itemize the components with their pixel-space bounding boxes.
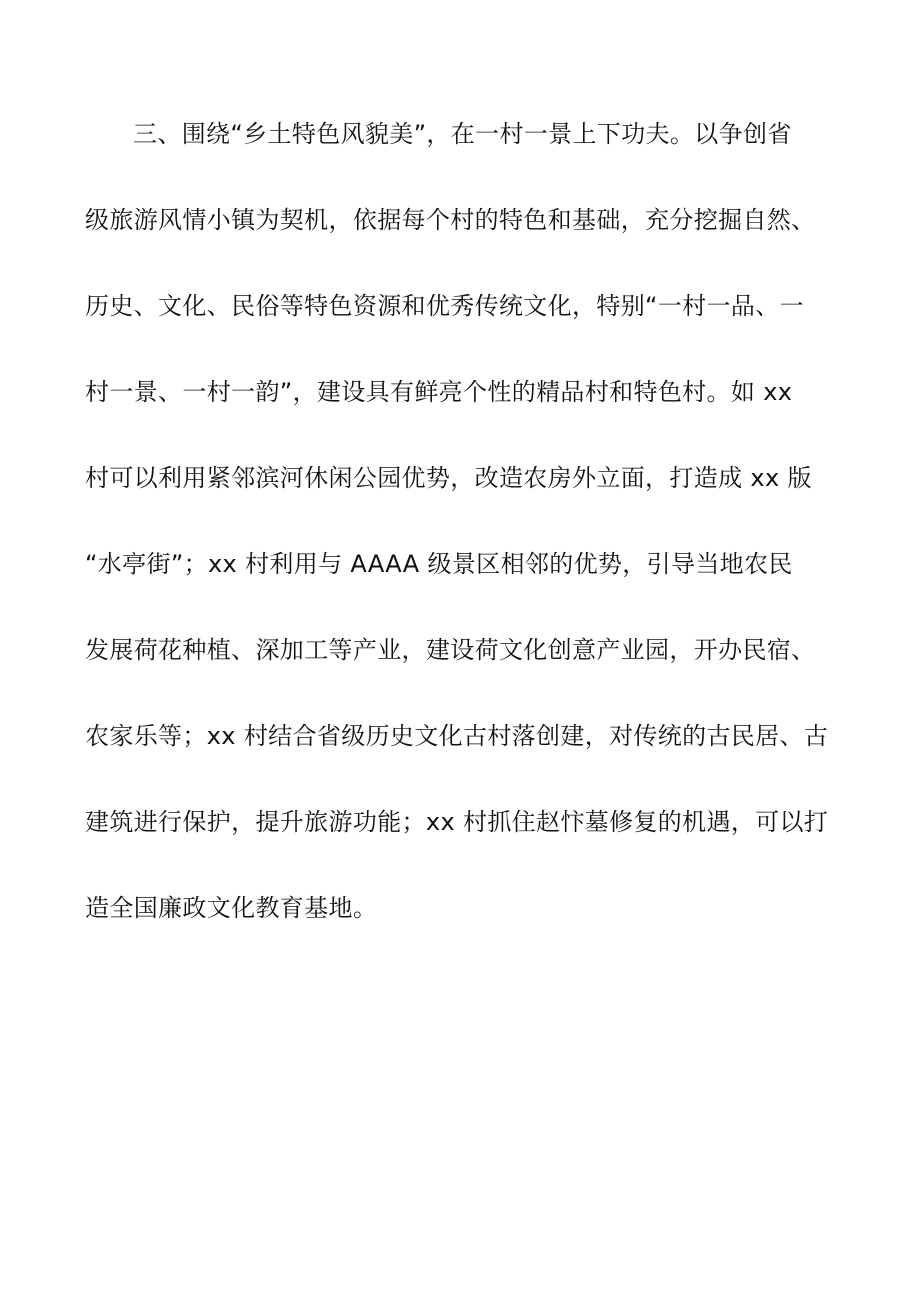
paragraph-line: 三、围绕“乡土特色风貌美”，在一村一景上下功夫。以争创省 (133, 120, 792, 148)
paragraph-line: 村可以利用紧邻滨河休闲公园优势，改造农房外立面，打造成 xx 版 (85, 464, 812, 492)
paragraph-line: 历史、文化、民俗等特色资源和优秀传统文化，特别“一村一品、一 (85, 292, 804, 320)
paragraph-line: 村一景、一村一韵”，建设具有鲜亮个性的精品村和特色村。如 xx (85, 378, 793, 406)
paragraph-line: 造全国廉政文化教育基地。 (85, 894, 378, 922)
paragraph-line: “水亭街”；xx 村利用与 AAAA 级景区相邻的优势，引导当地农民 (85, 550, 793, 578)
paragraph-line: 级旅游风情小镇为契机，依据每个村的特色和基础，充分挖掘自然、 (85, 206, 816, 234)
paragraph (85, 112, 845, 972)
paragraph-line: 建筑进行保护，提升旅游功能；xx 村抓住赵忭墓修复的机遇，可以打 (85, 808, 829, 836)
paragraph-line: 农家乐等；xx 村结合省级历史文化古村落创建，对传统的古民居、古 (85, 722, 829, 750)
paragraph-line: 发展荷花种植、深加工等产业，建设荷文化创意产业园，开办民宿、 (85, 636, 816, 664)
